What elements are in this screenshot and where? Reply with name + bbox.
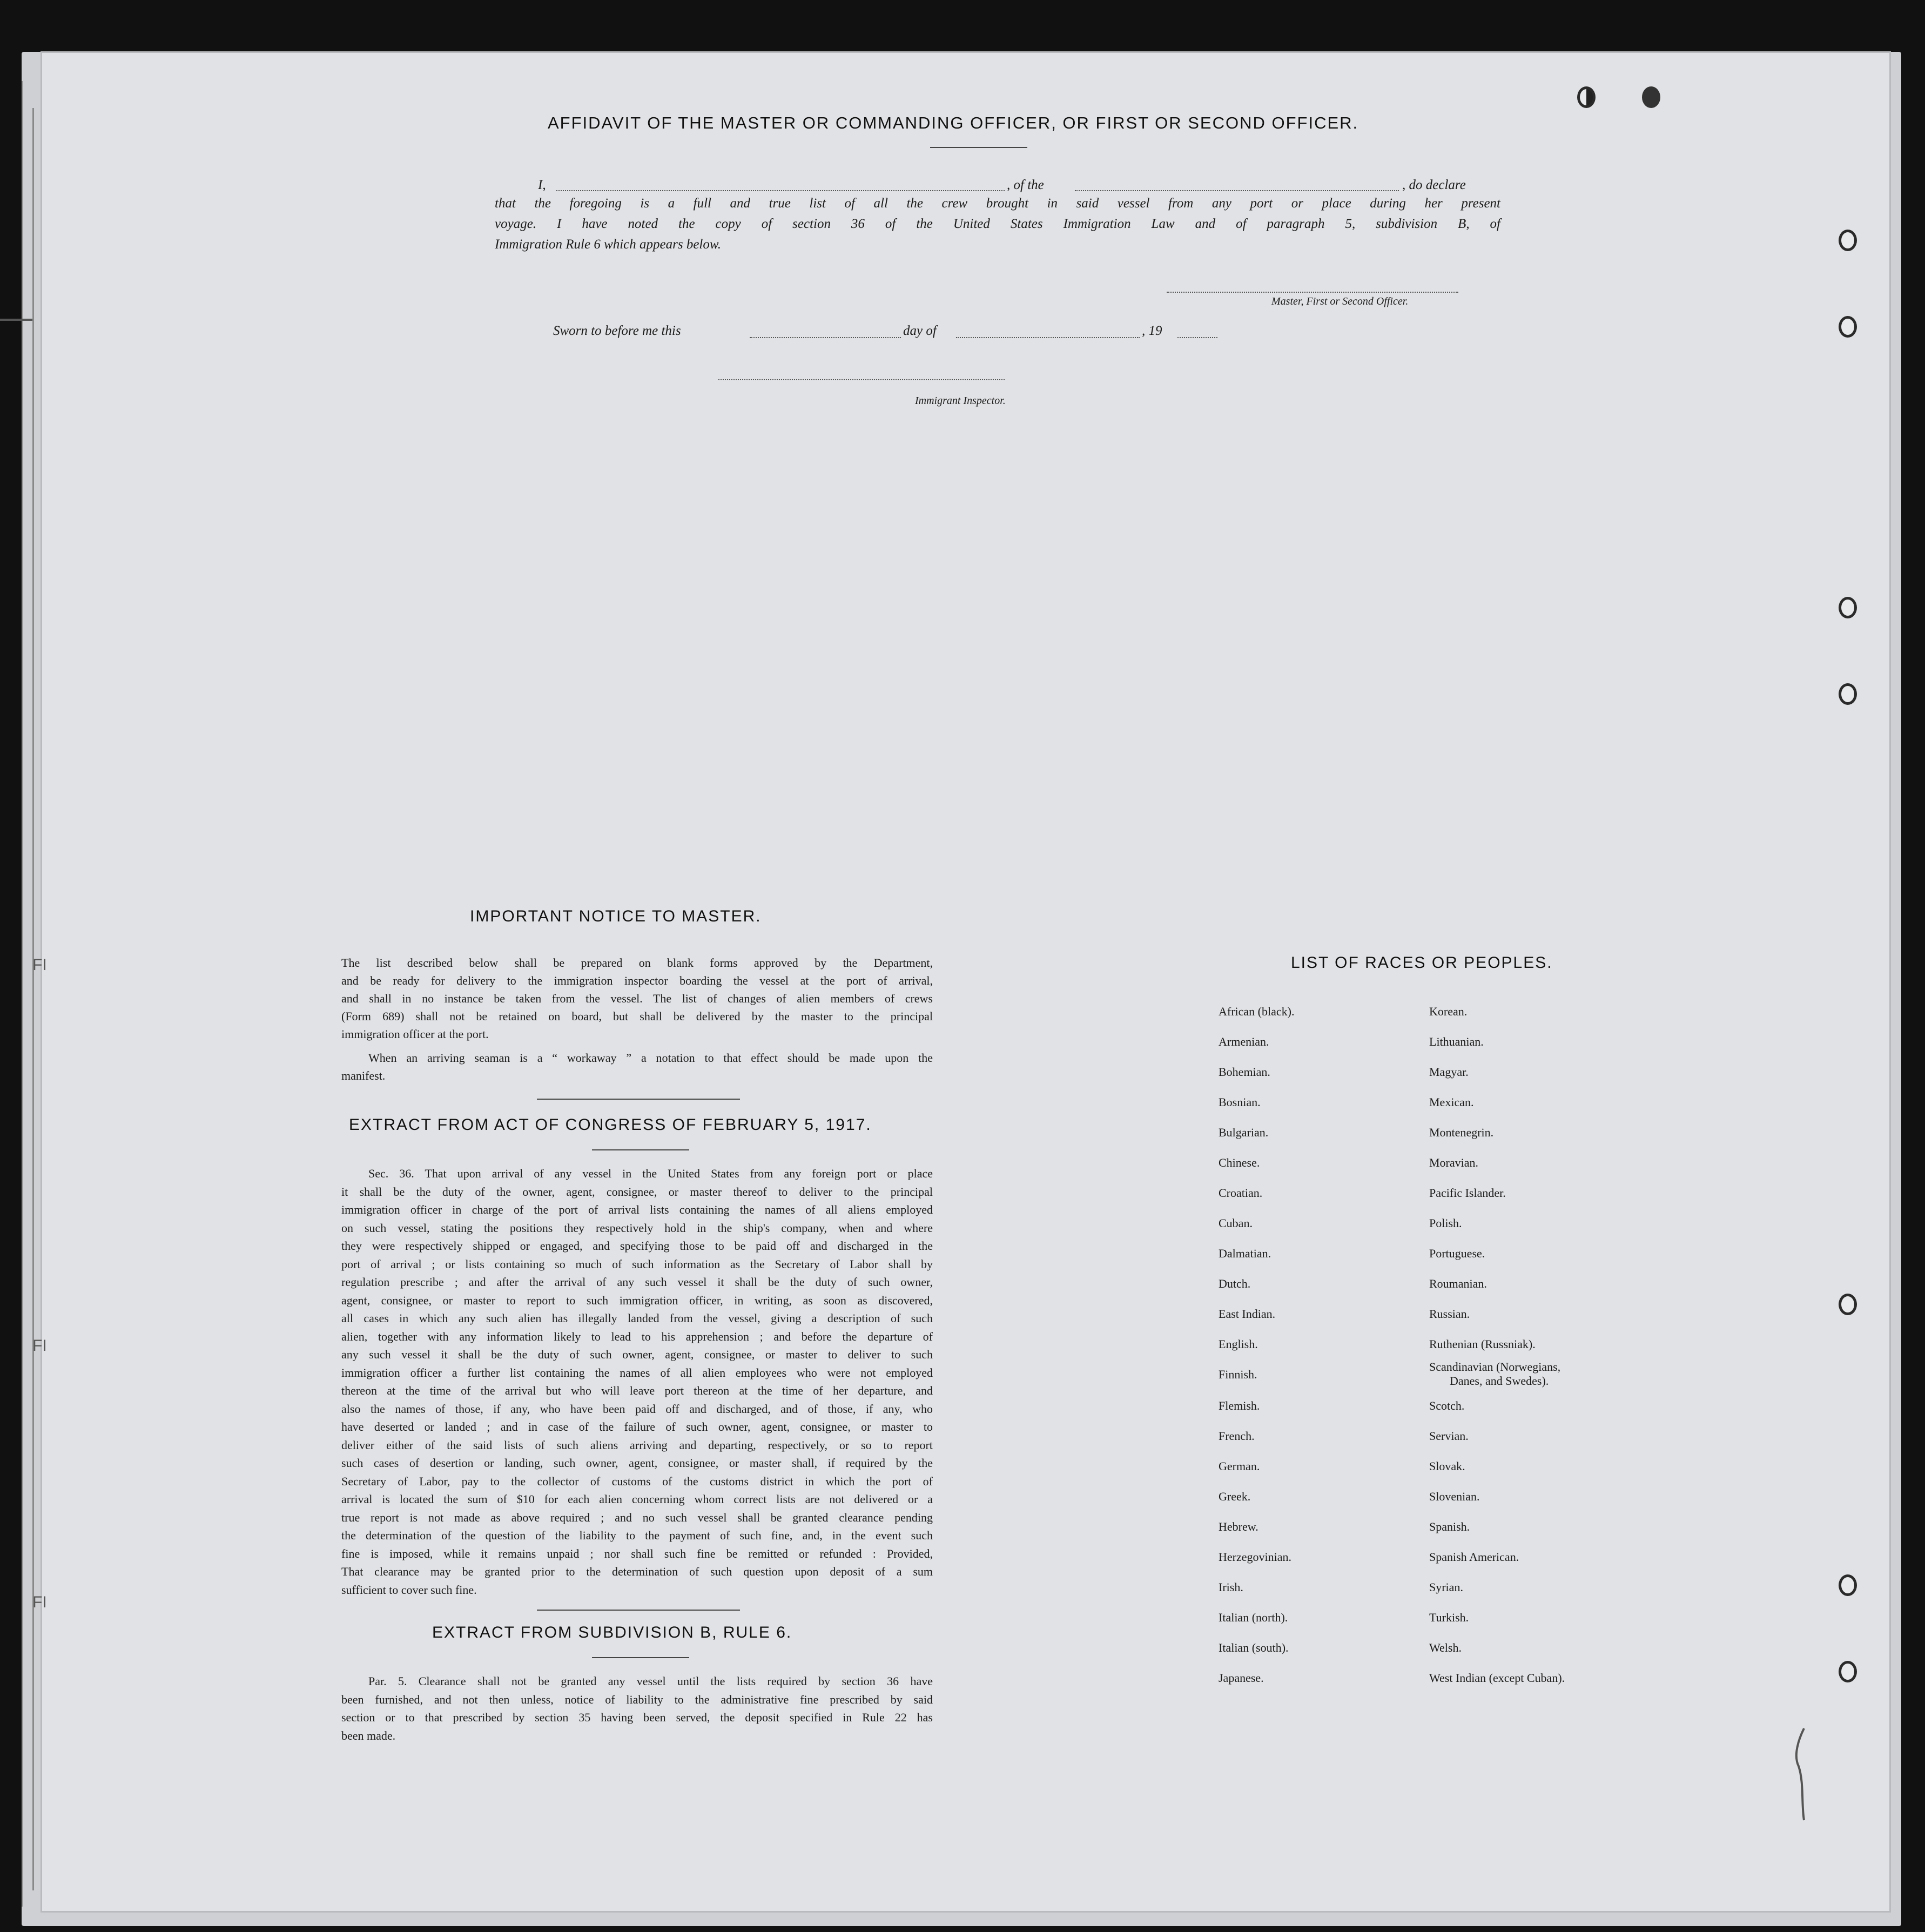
race-item: Polish. xyxy=(1429,1216,1462,1230)
race-item: Italian (south). xyxy=(1219,1641,1289,1654)
section-divider xyxy=(537,1099,740,1100)
year-blank xyxy=(1177,337,1217,338)
act-line: immigration officer in charge of the port of arrival lists containing the names of all aliens employed xyxy=(341,1203,933,1216)
act-line: thereon at the time of the arrival but who will leave port thereon at the time of her departure, and xyxy=(341,1384,933,1397)
act-line: Sec. 36. That upon arrival of any vessel in the United States from any foreign port or place xyxy=(368,1167,933,1180)
rule-line: been made. xyxy=(341,1728,396,1742)
race-item: Chinese. xyxy=(1219,1156,1260,1169)
declaration-of-the: , of the xyxy=(1007,178,1044,192)
day-of-text: day of xyxy=(903,324,937,338)
race-item: Spanish American. xyxy=(1429,1550,1519,1564)
act-line: on such vessel, stating the positions they respectively hold in the ship's company, when and where xyxy=(341,1221,933,1235)
race-item: Croatian. xyxy=(1219,1186,1263,1200)
race-item: West Indian (except Cuban). xyxy=(1429,1671,1565,1685)
race-item: Portuguese. xyxy=(1429,1247,1485,1260)
act-line: all cases in which any such alien has illegally landed from the vessel, giving a description of such xyxy=(341,1311,933,1325)
race-item: Montenegrin. xyxy=(1429,1126,1494,1139)
race-item: Bohemian. xyxy=(1219,1065,1270,1079)
race-item: Dalmatian. xyxy=(1219,1247,1271,1260)
race-item: Finnish. xyxy=(1219,1368,1257,1381)
race-item: Bulgarian. xyxy=(1219,1126,1269,1139)
year-prefix: , 19 xyxy=(1142,324,1162,338)
title-divider xyxy=(592,1657,689,1658)
act-line: port of arrival ; or lists containing so much of such information as the Secretary of Labor shall by xyxy=(341,1257,933,1271)
inspector-label: Immigrant Inspector. xyxy=(915,395,1006,407)
race-item: Slovenian. xyxy=(1429,1490,1480,1503)
race-item: East Indian. xyxy=(1219,1307,1276,1321)
race-item: Moravian. xyxy=(1429,1156,1479,1169)
notice-workaway: manifest. xyxy=(341,1069,386,1082)
race-item: Irish. xyxy=(1219,1580,1243,1594)
notice-title: IMPORTANT NOTICE TO MASTER. xyxy=(470,907,762,925)
race-item: Roumanian. xyxy=(1429,1277,1487,1290)
race-item: French. xyxy=(1219,1429,1255,1443)
punch-hole-icon xyxy=(1839,1574,1857,1596)
race-item: Dutch. xyxy=(1219,1277,1251,1290)
act-line: true report is not made as above required ; and no such vessel shall be granted clearance pending xyxy=(341,1510,933,1524)
race-item: Italian (north). xyxy=(1219,1611,1288,1624)
race-item: Korean. xyxy=(1429,1005,1468,1018)
rule-line: Par. 5. Clearance shall not be granted any vessel until the lists required by section 36 have xyxy=(368,1674,933,1688)
pencil-mark xyxy=(1782,1718,1826,1826)
act-line: deliver either of the said lists of such aliens arriving and departing, respectively, or so to report xyxy=(341,1438,933,1452)
race-item: Armenian. xyxy=(1219,1035,1269,1048)
act-line: sufficient to cover such fine. xyxy=(341,1583,477,1597)
margin-mark: FI xyxy=(32,956,47,974)
title-divider xyxy=(592,1149,689,1150)
act-line: fine is imposed, while it remains unpaid ; nor shall such fine be remitted or refunded : Provided, xyxy=(341,1546,933,1560)
punch-hole-icon xyxy=(1839,316,1857,338)
race-item: Servian. xyxy=(1429,1429,1469,1443)
race-item: German. xyxy=(1219,1459,1260,1473)
act-line: agent, consignee, or master to report to such immigration officer, in writing, as soon as discovered, xyxy=(341,1293,933,1307)
act-line: Secretary of Labor, pay to the collector of customs of the customs district in which the port of xyxy=(341,1474,933,1488)
race-item: Pacific Islander. xyxy=(1429,1186,1506,1200)
race-item: Turkish. xyxy=(1429,1611,1469,1624)
race-item: Ruthenian (Russniak). xyxy=(1429,1337,1536,1351)
notice-line: (Form 689) shall not be retained on board, but shall be delivered by the master to the principal xyxy=(341,1009,933,1023)
race-item: Cuban. xyxy=(1219,1216,1253,1230)
race-item: Bosnian. xyxy=(1219,1095,1261,1109)
punch-hole-icon xyxy=(1839,230,1857,251)
declaration-i: I, xyxy=(538,178,546,192)
inspector-blank xyxy=(718,379,1005,380)
rule-line: been furnished, and not then unless, notice of liability to the administrative fine prescribed by said xyxy=(341,1692,933,1706)
punch-hole-icon xyxy=(1839,597,1857,618)
vessel-blank xyxy=(1075,190,1399,191)
race-item: Hebrew. xyxy=(1219,1520,1258,1533)
race-item: Herzegovinian. xyxy=(1219,1550,1291,1564)
binding-line xyxy=(0,319,32,321)
race-item: Spanish. xyxy=(1429,1520,1470,1533)
punch-hole-icon xyxy=(1839,1294,1857,1315)
signature-label: Master, First or Second Officer. xyxy=(1271,295,1409,307)
month-blank xyxy=(956,337,1140,338)
race-item: English. xyxy=(1219,1337,1258,1351)
form-page xyxy=(42,53,1889,1911)
act-line: arrival is located the sum of $10 for each alien concerning whom correct lists are not delivered or a xyxy=(341,1492,933,1506)
act-line: the determination of the question of the liability to the payment of such fine, and, in the event such xyxy=(341,1529,933,1542)
act-line: any such vessel it shall be the duty of such owner, agent, consignee, or master to deliver to such xyxy=(341,1348,933,1361)
binding-line xyxy=(32,108,34,1890)
race-item: Syrian. xyxy=(1429,1580,1463,1594)
race-item: Greek. xyxy=(1219,1490,1251,1503)
race-item: Welsh. xyxy=(1429,1641,1462,1654)
race-item: Magyar. xyxy=(1429,1065,1469,1079)
race-item: Lithuanian. xyxy=(1429,1035,1484,1048)
race-item: Scotch. xyxy=(1429,1399,1465,1412)
race-item: Mexican. xyxy=(1429,1095,1474,1109)
notice-line: immigration officer at the port. xyxy=(341,1027,489,1041)
notice-line: and shall in no instance be taken from the vessel. The list of changes of alien members of crews xyxy=(341,992,933,1005)
notice-line: The list described below shall be prepared on blank forms approved by the Department, xyxy=(341,956,933,970)
race-item: Flemish. xyxy=(1219,1399,1260,1412)
act-line: it shall be the duty of the owner, agent, consignee, or master thereof to deliver to the principal xyxy=(341,1184,933,1199)
section-divider xyxy=(537,1610,740,1611)
race-item: Japanese. xyxy=(1219,1671,1264,1685)
notice-workaway: When an arriving seaman is a “ workaway ” a notation to that effect should be made upon the xyxy=(368,1051,933,1065)
affidavit-line: Immigration Rule 6 which appears below. xyxy=(495,237,721,252)
punch-hole-icon xyxy=(1839,683,1857,705)
extract-act-title: EXTRACT FROM ACT OF CONGRESS OF FEBRUARY 5, 1917. xyxy=(349,1116,872,1134)
notice-line: and be ready for delivery to the immigration inspector boarding the vessel at the port of arrival, xyxy=(341,974,933,987)
sworn-text: Sworn to before me this xyxy=(553,324,681,338)
act-line: That clearance may be granted prior to the determination of such question upon deposit of a sum xyxy=(341,1565,933,1578)
punch-hole-icon xyxy=(1839,1661,1857,1682)
name-blank xyxy=(556,190,1005,191)
act-line: regulation prescribe ; and after the arrival of any such vessel it shall be the duty of such owner, xyxy=(341,1275,933,1289)
title-divider xyxy=(930,147,1027,148)
rule-line: section or to that prescribed by section 35 having been served, the deposit specified in Rule 22 has xyxy=(341,1711,933,1724)
act-line: such cases of desertion or landing, such owner, agent, consignee, or master shall, if required by the xyxy=(341,1456,933,1470)
act-line: have deserted or landed ; and in case of the failure of such owner, agent, consignee, or master to xyxy=(341,1420,933,1433)
affidavit-title: AFFIDAVIT OF THE MASTER OR COMMANDING OFFICER, OR FIRST OR SECOND OFFICER. xyxy=(548,113,1359,132)
affidavit-line: that the foregoing is a full and true list of all the crew brought in said vessel from any port or place during her present xyxy=(495,196,1500,211)
races-title: LIST OF RACES OR PEOPLES. xyxy=(1291,954,1553,972)
day-blank xyxy=(750,337,901,338)
margin-mark: FI xyxy=(32,1337,47,1355)
race-item: Danes, and Swedes). xyxy=(1450,1374,1549,1388)
race-item: Slovak. xyxy=(1429,1459,1465,1473)
binding-line xyxy=(22,81,23,1907)
affidavit-line: voyage. I have noted the copy of section 36 of the United States Immigration Law and of paragraph 5, subdivision B, of xyxy=(495,217,1500,231)
race-item: African (black). xyxy=(1219,1005,1295,1018)
act-line: immigration officer a further list containing the names of all alien employees who were not employed xyxy=(341,1365,933,1379)
punch-hole-icon xyxy=(1577,86,1596,108)
margin-mark: FI xyxy=(32,1593,47,1611)
act-line: they were respectively shipped or engaged, and specifying those to be paid off and discharged in the xyxy=(341,1239,933,1253)
extract-rule-title: EXTRACT FROM SUBDIVISION B, RULE 6. xyxy=(432,1624,792,1641)
act-line: alien, together with any information likely to lead to his apprehension ; and before the departure of xyxy=(341,1329,933,1343)
punch-hole-icon xyxy=(1642,86,1660,108)
act-line: also the names of those, if any, who have been paid off and discharged, and of those, if any, who xyxy=(341,1402,933,1416)
race-item: Russian. xyxy=(1429,1307,1470,1321)
race-item: Scandinavian (Norwegians, xyxy=(1429,1360,1561,1374)
declaration-do-declare: , do declare xyxy=(1402,178,1466,192)
